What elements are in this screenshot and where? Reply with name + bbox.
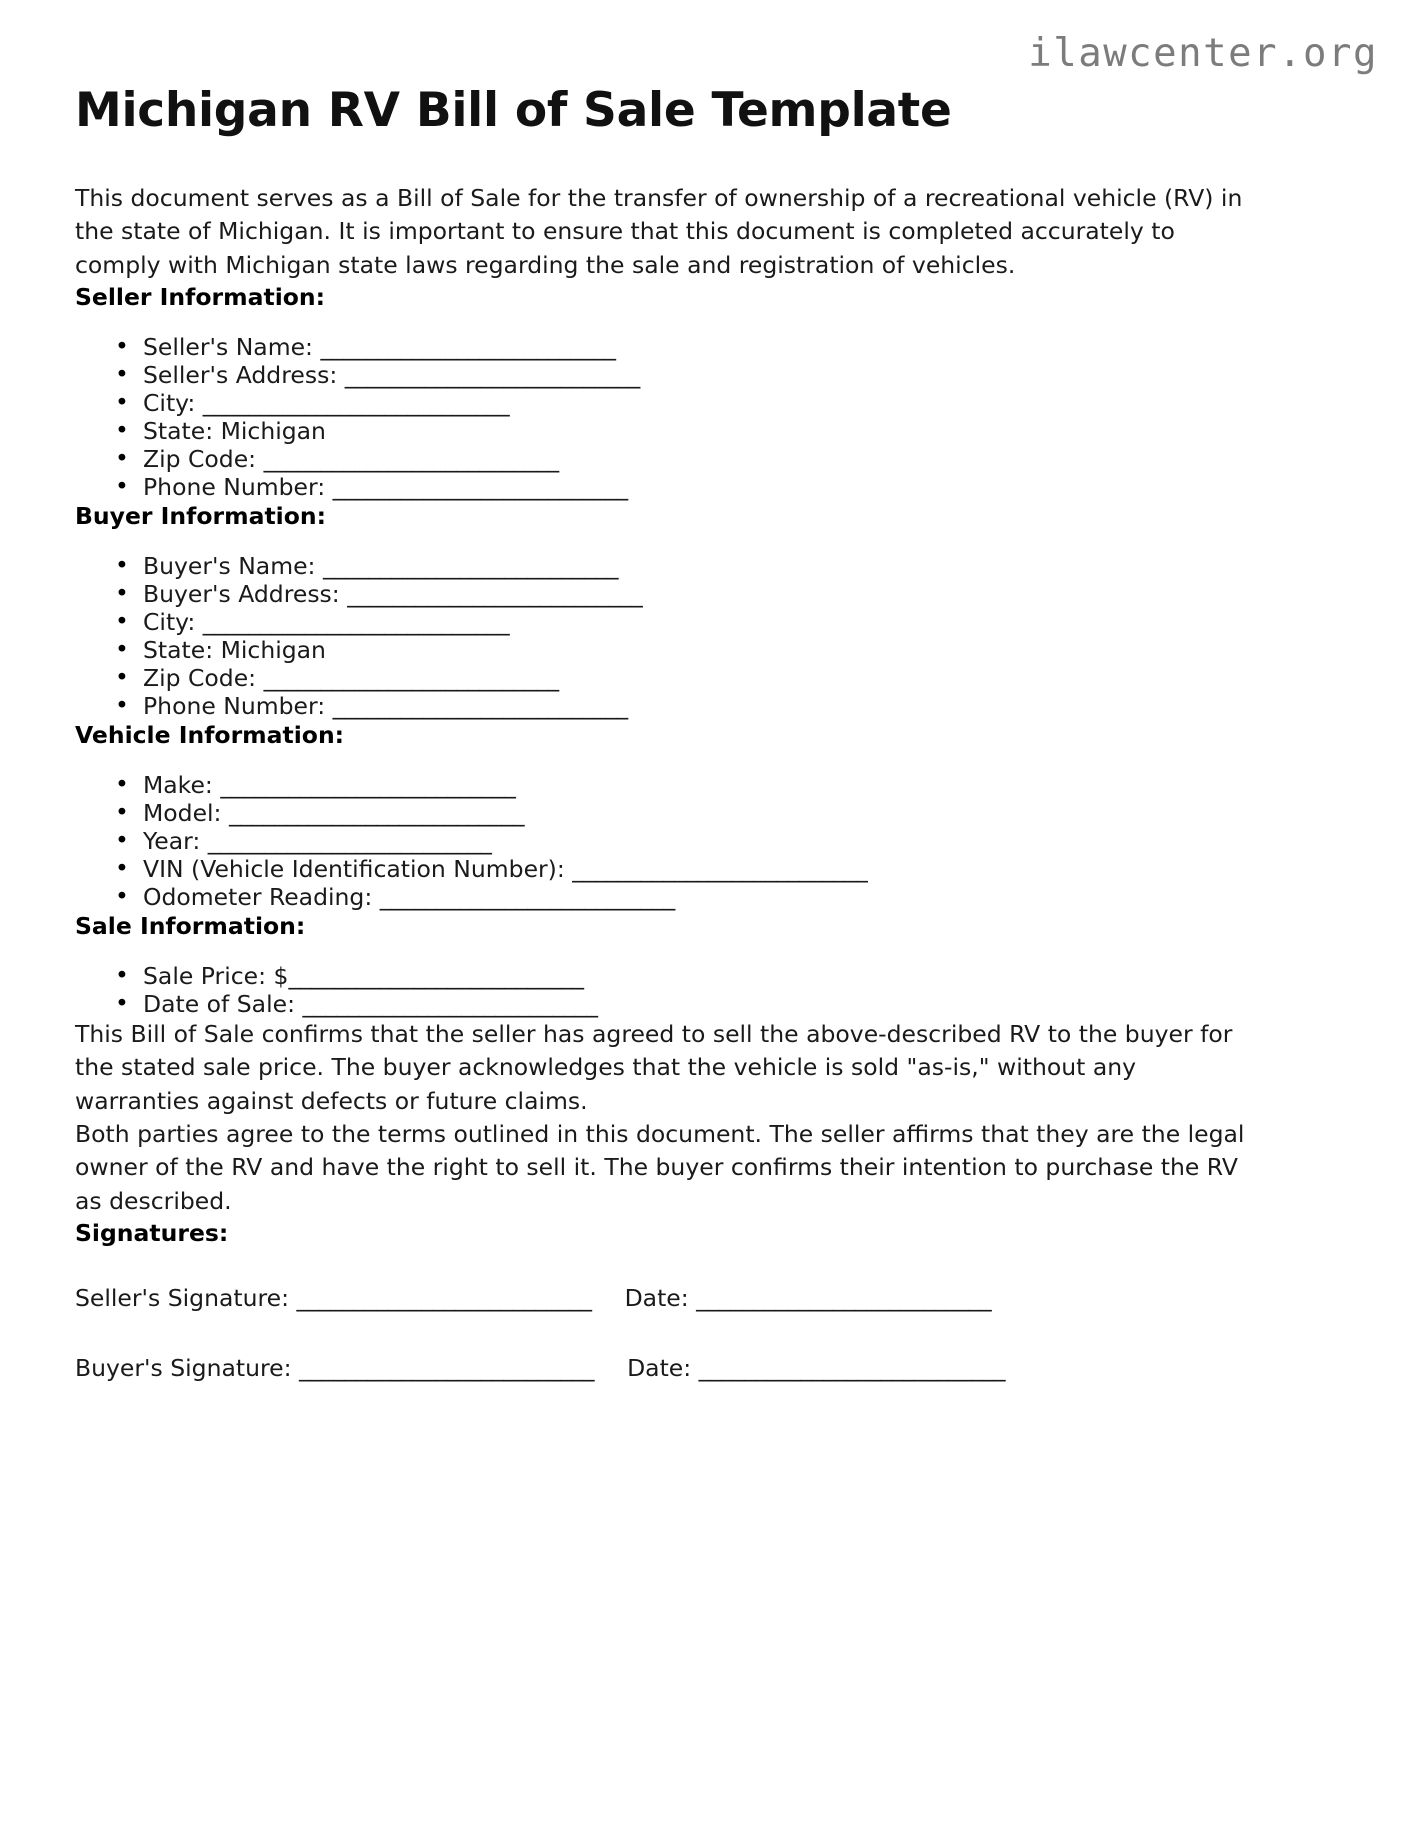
seller-field-list: [75, 333, 1345, 501]
field-blank[interactable]: __________________________: [572, 854, 868, 883]
field-blank[interactable]: __________________________: [228, 798, 525, 827]
field-label: Zip Code:: [143, 444, 257, 473]
section-heading-seller: Seller Information:: [75, 283, 326, 312]
field-blank[interactable]: ___________________________: [202, 607, 510, 636]
list-item: [115, 827, 1345, 855]
intro-block: [75, 182, 1250, 282]
field-label: Sale Price: $: [143, 961, 289, 990]
section-heading-signatures: Signatures:: [75, 1218, 229, 1247]
page-title: Michigan RV Bill of Sale Template: [75, 83, 952, 138]
field-blank[interactable]: __________________________: [263, 444, 559, 473]
field-label: City:: [143, 607, 196, 636]
list-item: [115, 962, 1345, 990]
list-item: [115, 990, 1345, 1018]
list-item: [115, 636, 1345, 664]
list-item: [115, 692, 1345, 720]
field-label: Odometer Reading:: [143, 883, 373, 912]
buyer-field-list: [75, 552, 1345, 720]
seller-signature-label: Seller's Signature:: [75, 1283, 290, 1312]
field-label: State: Michigan: [143, 416, 326, 445]
list-item: [115, 580, 1345, 608]
buyer-signature-row: [75, 1353, 1345, 1384]
field-label: Zip Code:: [143, 664, 257, 692]
section-heading-vehicle: Vehicle Information:: [75, 721, 345, 750]
buyer-date-blank[interactable]: ___________________________: [698, 1354, 1006, 1383]
list-item: [115, 445, 1345, 473]
sale-field-list: [75, 962, 1345, 1018]
field-blank[interactable]: __________________________: [379, 883, 675, 912]
field-label: Buyer's Address:: [143, 579, 340, 608]
list-item: [115, 799, 1345, 827]
field-label: VIN (Vehicle Identification Number):: [143, 854, 565, 883]
field-label: Seller's Name:: [143, 332, 313, 361]
list-item: [115, 855, 1345, 883]
field-blank[interactable]: __________________________: [220, 770, 516, 799]
closing-paragraph-2: Both parties agree to the terms outlined in this document. The seller affirms that they are the legal owner of the RV and have the right to sell it. The buyer confirms their intention to purchase the RV as described.: [75, 1119, 1245, 1215]
field-blank[interactable]: __________________________: [288, 961, 584, 990]
field-label: Phone Number:: [143, 692, 326, 721]
seller-signature-blank[interactable]: __________________________: [296, 1283, 592, 1312]
list-item: [115, 552, 1345, 580]
field-label: City:: [143, 388, 196, 417]
field-blank[interactable]: __________________________: [347, 579, 643, 608]
list-item: [115, 608, 1345, 636]
buyer-signature-label: Buyer's Signature:: [75, 1354, 292, 1383]
list-item: [115, 417, 1345, 445]
field-blank[interactable]: __________________________: [332, 692, 628, 721]
vehicle-field-list: [75, 771, 1345, 911]
field-blank[interactable]: __________________________: [322, 551, 619, 580]
list-item: [115, 473, 1345, 501]
document-content: [75, 0, 1345, 1384]
field-label: Seller's Address:: [143, 360, 338, 389]
field-label: Year:: [143, 826, 201, 855]
field-label: Phone Number:: [143, 473, 326, 502]
section-heading-sale: Sale Information:: [75, 912, 306, 941]
section-heading-buyer: Buyer Information:: [75, 502, 327, 531]
seller-signature-row: [75, 1283, 1345, 1314]
buyer-signature-blank[interactable]: __________________________: [299, 1354, 595, 1383]
field-blank[interactable]: __________________________: [344, 360, 640, 389]
list-item: [115, 883, 1345, 911]
list-item: [115, 664, 1345, 692]
list-item: [115, 389, 1345, 417]
buyer-date-label: Date:: [627, 1354, 692, 1383]
field-label: State: Michigan: [143, 635, 326, 664]
closing-paragraph-1: This Bill of Sale confirms that the seller has agreed to sell the above-described RV to the buyer for the stated sale price. The buyer acknowledges that the vehicle is sold "as-is," without any warranties against defects or future claims.: [75, 1019, 1233, 1115]
field-blank[interactable]: __________________________: [332, 473, 628, 502]
list-item: [115, 361, 1345, 389]
intro-paragraph: This document serves as a Bill of Sale for the transfer of ownership of a recreational vehicle (RV) in the state of Michigan. It is important to ensure that this document is completed accurately to comply with Michigan state laws regarding the sale and registration of vehicles.: [75, 184, 1243, 279]
list-item: [115, 333, 1345, 361]
field-label: Model:: [143, 798, 222, 827]
field-blank[interactable]: __________________________: [263, 664, 559, 692]
field-blank[interactable]: _________________________: [207, 826, 492, 855]
field-blank[interactable]: __________________________: [320, 332, 616, 361]
field-label: Buyer's Name:: [143, 551, 316, 580]
field-blank[interactable]: ___________________________: [202, 388, 510, 417]
seller-date-label: Date:: [624, 1283, 689, 1312]
field-label: Make:: [143, 770, 213, 799]
list-item: [115, 771, 1345, 799]
seller-date-blank[interactable]: __________________________: [696, 1283, 992, 1312]
site-watermark: ilawcenter.org: [1028, 31, 1378, 76]
field-blank[interactable]: __________________________: [302, 989, 598, 1018]
field-label: Date of Sale:: [143, 989, 295, 1018]
